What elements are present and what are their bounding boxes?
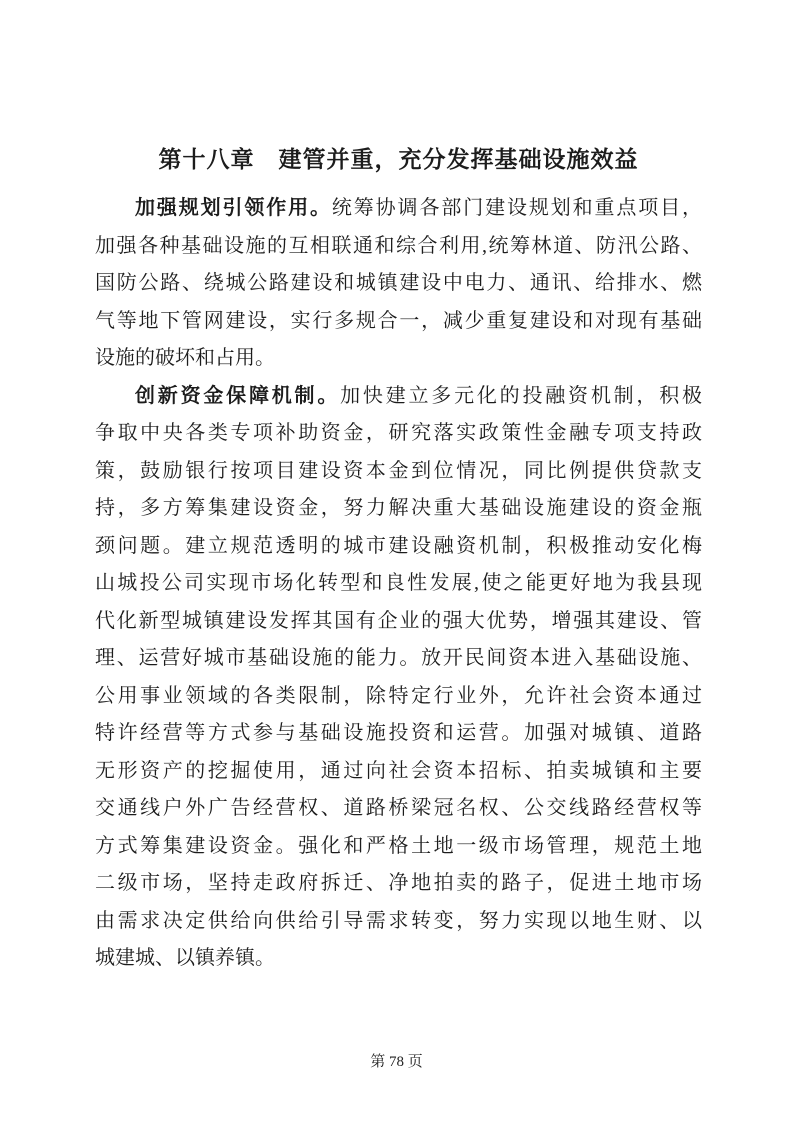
body-line: 加强各种基础设施的互相联通和综合利用,统筹林道、防汛公路、 — [95, 234, 702, 257]
body-line: 策，鼓励银行按项目建设资本金到位情况，同比例提供贷款支 — [95, 459, 702, 482]
body-line: 由需求决定供给向供给引导需求转变，努力实现以地生财、以 — [95, 909, 702, 932]
body-line: 争取中央各类专项补助资金，研究落实政策性金融专项支持政 — [95, 422, 702, 444]
body-line-text: 统筹协调各部门建设规划和重点项目， — [331, 197, 702, 219]
body-line — [95, 378, 702, 416]
body-line — [95, 190, 702, 228]
body-line: 方式筹集建设资金。强化和严格土地一级市场管理，规范土地 — [95, 834, 702, 857]
body-line-text: 加快建立多元化的投融资机制，积极 — [340, 384, 702, 407]
body-line: 理、运营好城市基础设施的能力。放开民间资本进入基础设施、 — [95, 647, 702, 669]
body-line: 二级市场，坚持走政府拆迁、净地拍卖的路子，促进土地市场 — [95, 872, 702, 894]
page-content — [95, 140, 702, 978]
body-line: 特许经营等方式参与基础设施投资和运营。加强对城镇、道路 — [95, 722, 702, 744]
body-line: 颈问题。建立规范透明的城市建设融资机制，积极推动安化梅 — [95, 534, 702, 557]
body-line: 城建城、以镇养镇。 — [95, 947, 275, 969]
chapter-title: 第十八章 建管并重，充分发挥基础设施效益 — [158, 147, 639, 172]
body-line: 设施的破坏和占用。 — [95, 347, 275, 369]
body-line: 持，多方筹集建设资金，努力解决重大基础设施建设的资金瓶 — [95, 497, 702, 519]
body-line: 交通线户外广告经营权、道路桥梁冠名权、公交线路经营权等 — [95, 797, 702, 819]
body-line: 山城投公司实现市场化转型和良性发展,使之能更好地为我县现 — [95, 572, 702, 594]
body-line: 公用事业领域的各类限制，除特定行业外，允许社会资本通过 — [95, 684, 702, 707]
body-line: 气等地下管网建设，实行多规合一，减少重复建设和对现有基础 — [95, 309, 702, 332]
body-line: 国防公路、绕城公路建设和城镇建设中电力、通讯、给排水、燃 — [95, 272, 702, 294]
body-line: 无形资产的挖掘使用，通过向社会资本招标、拍卖城镇和主要 — [95, 759, 702, 782]
paragraph-lead: 创新资金保障机制。 — [135, 384, 341, 407]
paragraph-lead: 加强规划引领作用。 — [135, 197, 332, 219]
body-line: 代化新型城镇建设发挥其国有企业的强大优势，增强其建设、管 — [95, 609, 702, 632]
page-number: 第 78 页 — [370, 1054, 423, 1070]
